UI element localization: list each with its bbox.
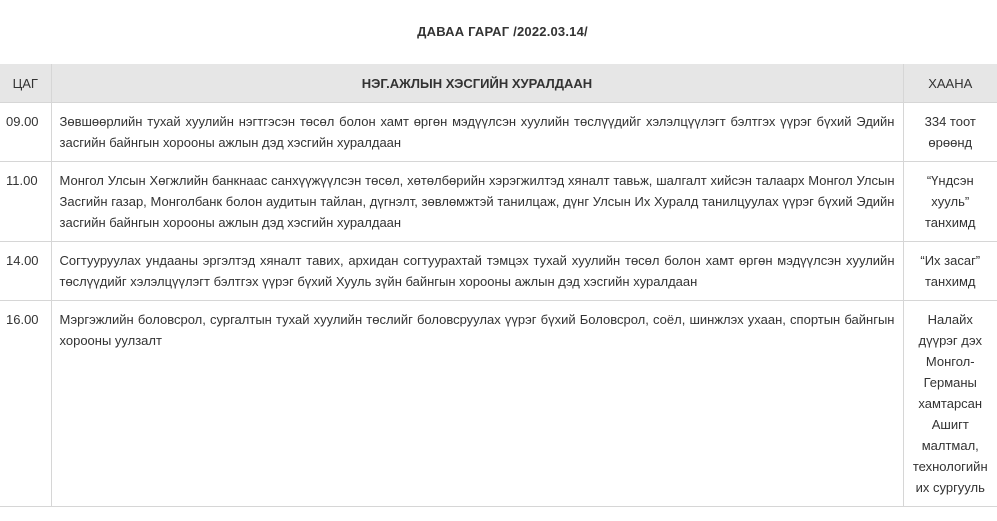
row-time: 14.00 [0, 242, 51, 301]
row-place: “Их засаг” танхимд [903, 242, 997, 301]
page-title: ДАВАА ГАРАГ /2022.03.14/ [417, 24, 588, 39]
row-time: 11.00 [0, 162, 51, 242]
row-time: 16.00 [0, 301, 51, 507]
header-place: ХААНА [903, 64, 997, 103]
table-row [0, 242, 997, 301]
row-place: Налайх дүүрэг дэх Монгол-Германы хамтарсан Ашигт малтмал, технологийн их сургууль [903, 301, 997, 507]
row-place: 334 тоот өрөөнд [903, 103, 997, 162]
header-time: ЦАГ [0, 64, 51, 103]
table-row [0, 301, 997, 507]
row-time: 09.00 [0, 103, 51, 162]
header-event: НЭГ.АЖЛЫН ХЭСГИЙН ХУРАЛДААН [51, 64, 903, 103]
row-place: “Үндсэн хууль” танхимд [903, 162, 997, 242]
schedule-table [0, 64, 997, 507]
row-event: Мэргэжлийн боловсрол, сургалтын тухай хуулийн төслийг боловсруулах үүрэг бүхий Боловсрол, соёл, шинжлэх ухаан, спортын байнгын хорооны уулзалт [51, 301, 903, 507]
table-row [0, 103, 997, 162]
row-event: Зөвшөөрлийн тухай хуулийн нэгтгэсэн төсөл болон хамт өргөн мэдүүлсэн хуулийн төслүүдийг хэлэлцүүлэгт бэлтгэх үүрэг бүхий Эдийн засгийн байнгын хорооны ажлын дэд хэсгийн хуралдаан [51, 103, 903, 162]
table-header-row [0, 64, 997, 103]
row-event: Согтууруулах ундааны эргэлтэд хяналт тавих, архидан согтуурахтай тэмцэх тухай хуулийн төсөл болон хамт өргөн мэдүүлсэн хуулийн төслүүдийг хэлэлцүүлэгт бэлтгэх үүрэг бүхий Хууль зүйн байнгын хорооны ажлын дэд хэсгийн хуралдаан [51, 242, 903, 301]
row-event: Монгол Улсын Хөгжлийн банкнаас санхүүжүүлсэн төсөл, хөтөлбөрийн хэрэгжилтэд хяналт тавьж, шалгалт хийсэн талаарх Монгол Улсын Засгийн газар, Монголбанк болон аудитын тайлан, дүгнэлт, зөвлөмжтэй танилцаж, дүнг Улсын Их Хуралд танилцуулах үүрэг бүхий Эдийн засгийн байнгын хорооны ажлын дэд хэсгийн хуралдаан [51, 162, 903, 242]
table-row [0, 162, 997, 242]
